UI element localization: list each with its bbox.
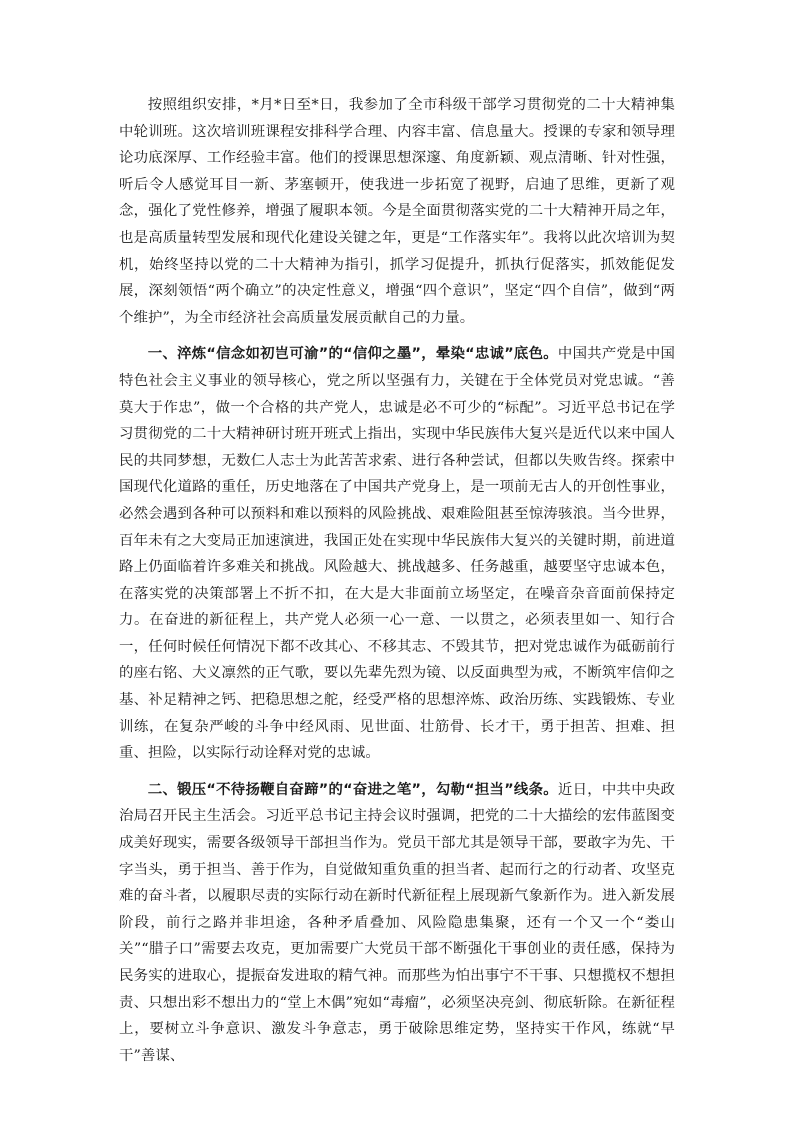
section-two-paragraph: [119, 777, 675, 1070]
section-two-heading: 二、锻压“不待扬鞭自奋蹄”的“奋进之笔”，勾勒“担当”线条。: [147, 781, 558, 798]
section-one-paragraph: [119, 341, 675, 767]
intro-text: 按照组织安排，*月*日至*日，我参加了全市科级干部学习贯彻党的二十大精神集中轮训班。这次培训班课程安排科学合理、内容丰富、信息量大。授课的专家和领导理论功底深厚、工作经验丰富。他们的授课思想深邃、角度新颖、观点清晰、针对性强，听后令人感觉耳目一新、茅塞顿开，使我进一步拓宽了视野，启迪了思维，更新了观念，强化了党性修养，增强了履职本领。今是全面贯彻落实党的二十大精神开局之年，也是高质量转型发展和现代化建设关键之年，更是“工作落实年”。我将以此次培训为契机，始终坚持以党的二十大精神为指引，抓学习促提升，抓执行促落实，抓效能促发展，深刻领悟“两个确立”的决定性意义，增强“四个意识”，坚定“四个自信”，做到“两个维护”，为全市经济社会高质量发展贡献自己的力量。: [119, 97, 675, 326]
document-body: [119, 92, 675, 1069]
section-one-heading: 一、淬炼“信念如初岂可渝”的“信仰之墨”，晕染“忠诚”底色。: [147, 346, 558, 363]
section-two-text: 近日，中共中央政治局召开民主生活会。习近平总书记主持会议时强调，把党的二十大描绘的宏伟蓝图变成美好现实，需要各级领导干部担当作为。党员干部尤其是领导干部，要敢字为先、干字当头，勇于担当、善于作为，自觉做知重负重的担当者、起而行之的行动者、攻坚克难的奋斗者，以履职尽责的实际行动在新时代新征程上展现新气象新作为。进入新发展阶段，前行之路并非坦途，各种矛盾叠加、风险隐患集聚，还有一个又一个“娄山关”“腊子口”需要去攻克，更加需要广大党员干部不断强化干事创业的责任感，保持为民务实的进取心，提振奋发进取的精气神。而那些为怕出事宁不干事、只想揽权不想担责、只想出彩不想出力的“堂上木偶”宛如“毒瘤”，必须坚决亮剑、彻底斩除。在新征程上，要树立斗争意识、激发斗争意志，勇于破除思维定势，坚持实干作风，练就“早干”善谋、: [119, 781, 675, 1064]
intro-paragraph: [119, 92, 675, 331]
section-one-text: 中国共产党是中国特色社会主义事业的领导核心，党之所以坚强有力，关键在于全体党员对党忠诚。“善莫大于作忠”，做一个合格的共产党人，忠诚是必不可少的“标配”。习近平总书记在学习贯彻党的二十大精神研讨班开班式上指出，实现中华民族伟大复兴是近代以来中国人民的共同梦想，无数仁人志士为此苦苦求索、进行各种尝试，但都以失败告终。探索中国现代化道路的重任，历史地落在了中国共产党身上，是一项前无古人的开创性事业，必然会遇到各种可以预料和难以预料的风险挑战、艰难险阻甚至惊涛骇浪。当今世界，百年未有之大变局正加速演进，我国正处在实现中华民族伟大复兴的关键时期，前进道路上仍面临着许多难关和挑战。风险越大、挑战越多、任务越重，越要坚守忠诚本色，在落实党的决策部署上不折不扣，在大是大非面前立场坚定，在噪音杂音面前保持定力。在奋进的新征程上，共产党人必须一心一意、一以贯之，必须表里如一、知行合一，任何时候任何情况下都不改其心、不移其志、不毁其节，把对党忠诚作为砥砺前行的座右铭、大义凛然的正气歌，要以先辈先烈为镜、以反面典型为戒，不断筑牢信仰之基、补足精神之钙、把稳思想之舵，经受严格的思想淬炼、政治历练、实践锻炼、专业训练，在复杂严峻的斗争中经风雨、见世面、壮筋骨、长才干，勇于担苦、担难、担重、担险，以实际行动诠释对党的忠诚。: [119, 346, 675, 762]
